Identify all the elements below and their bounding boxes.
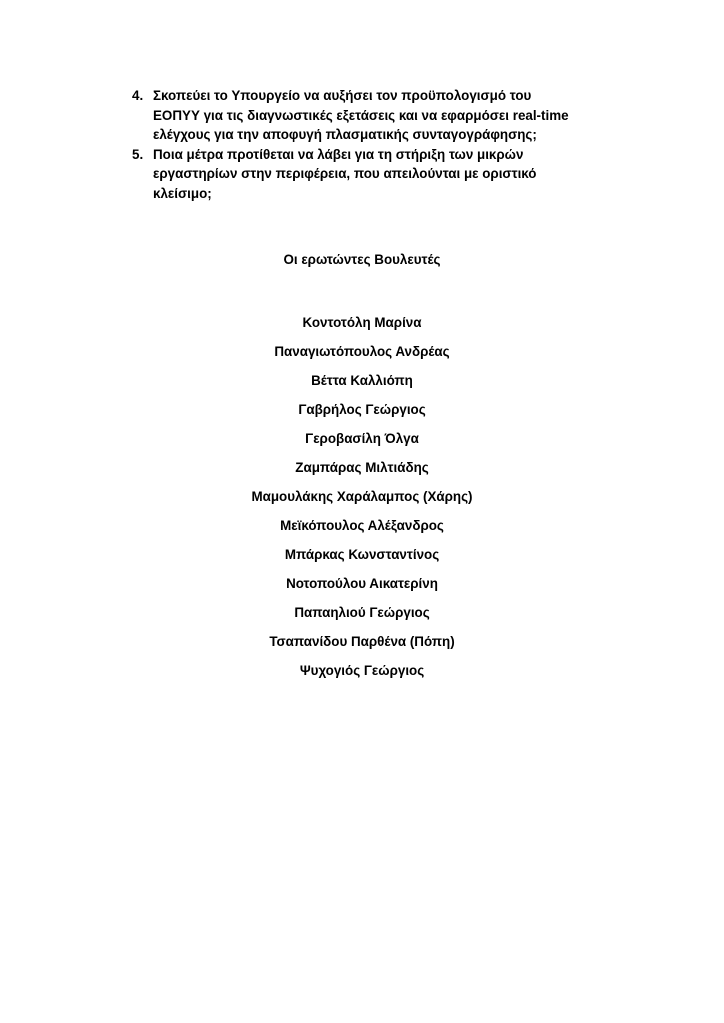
question-number: 5. [132,146,144,162]
signatory-name: Ζαμπάρας Μιλτιάδης [295,460,429,475]
question-line: εργαστηρίων στην περιφέρεια, που απειλούνται με οριστικό [153,166,537,181]
question-line: Σκοπεύει το Υπουργείο να αυξήσει τον προϋπολογισμό του [153,88,532,103]
question-line: κλείσιμο; [153,185,212,201]
signatory-name: Νοτοπούλου Αικατερίνη [286,576,438,591]
question-line: ΕΟΠΥΥ για τις διαγνωστικές εξετάσεις και να εφαρμόσει real-time [153,107,569,123]
question-item-5 [132,145,612,204]
signatory-name: Γαβρήλος Γεώργιος [298,402,426,417]
signatory-name: Γεροβασίλη Όλγα [305,431,419,446]
question-line: Ποια μέτρα προτίθεται να λάβει για τη στήριξη των μικρών [153,146,524,162]
signatory-list [0,308,724,685]
signatory-name: Μπάρκας Κωνσταντίνος [284,547,440,562]
question-line: ελέγχους για την αποφυγή πλασματικής συνταγογράφησης; [153,127,537,142]
question-number: 4. [132,88,144,103]
signatory-name: Μεϊκόπουλος Αλέξανδρος [280,518,444,533]
signatory-name: Παναγιωτόπουλος Ανδρέας [274,344,450,359]
signatory-name: Κοντοτόλη Μαρίνα [302,315,422,330]
question-text [153,145,612,204]
signatory-name: Βέττα Καλλιόπη [311,373,413,388]
signatories-block [0,250,724,685]
question-list [132,86,612,203]
signatories-heading: Οι ερωτώντες Βουλευτές [283,252,441,267]
question-text [153,86,612,145]
signatory-name: Παπαηλιού Γεώργιος [294,605,430,620]
signatory-name: Ψυχογιός Γεώργιος [299,663,425,678]
signatory-name: Μαμουλάκης Χαράλαμπος (Χάρης) [251,489,473,504]
signatory-name: Τσαπανίδου Παρθένα (Πόπη) [269,634,455,649]
question-item-4 [132,86,612,145]
